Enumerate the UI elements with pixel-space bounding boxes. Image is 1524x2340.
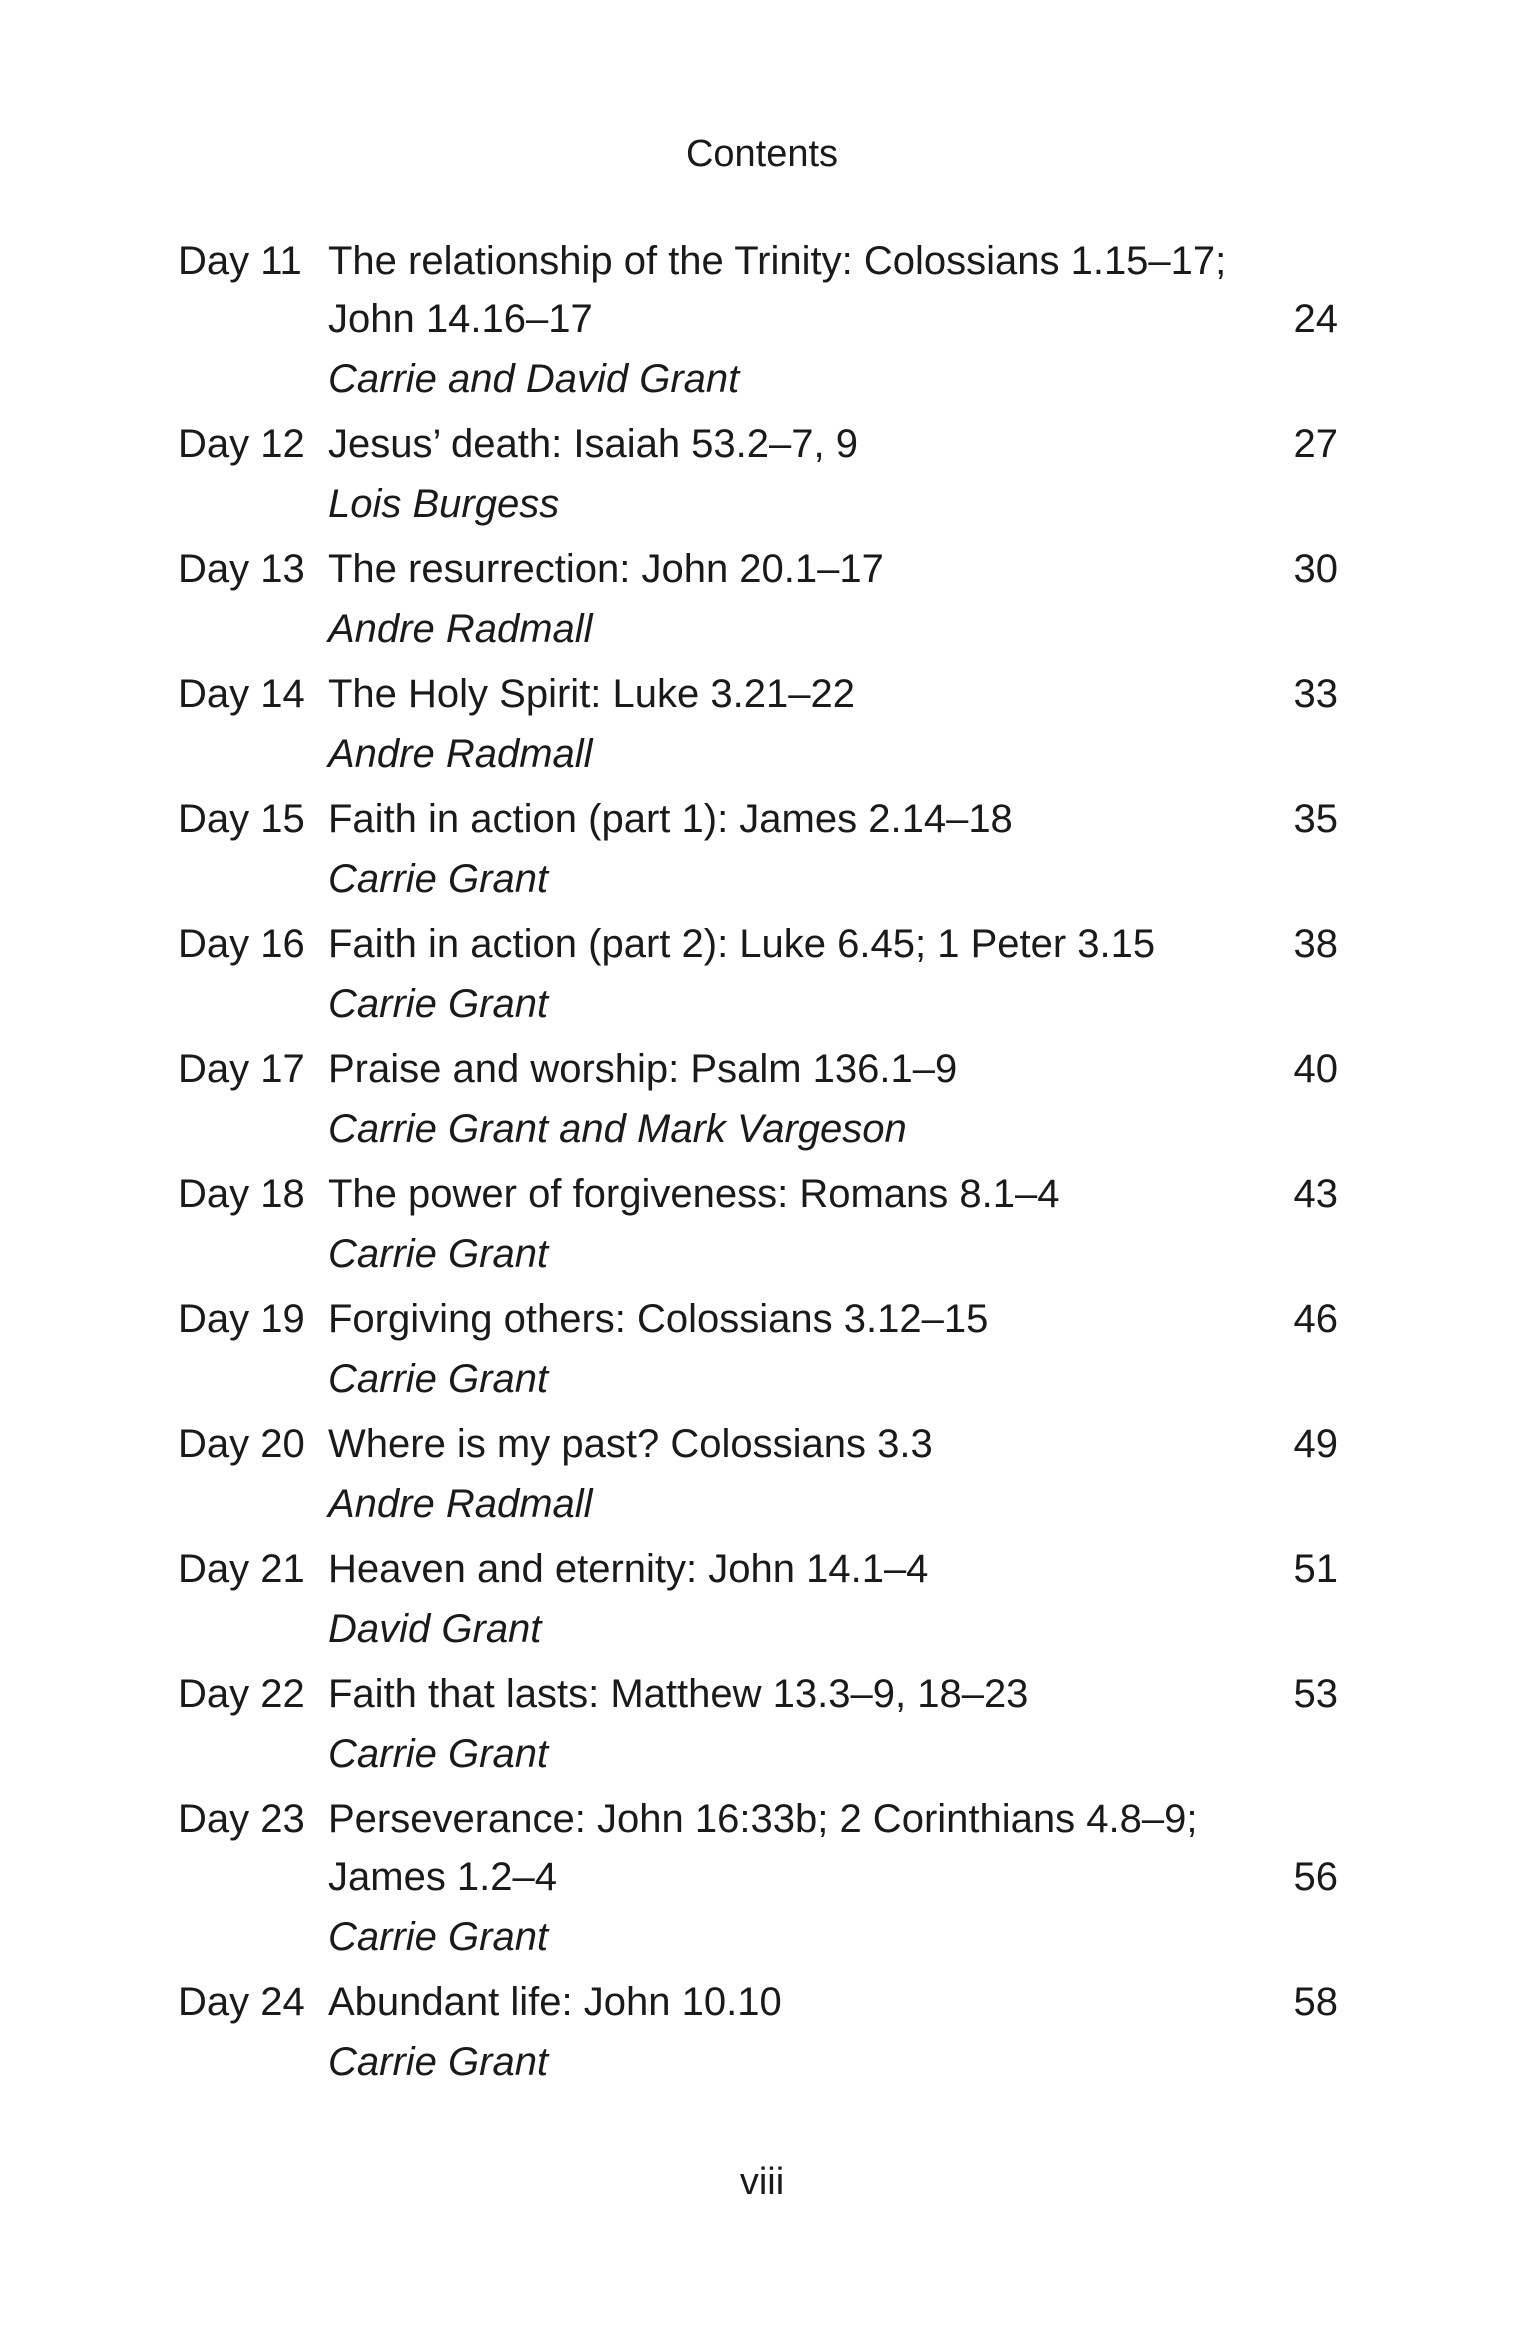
- toc-title-line: Forgiving others: Colossians 3.12–15: [328, 1297, 989, 1341]
- toc-entry: [178, 1973, 1338, 2098]
- toc-title-line: The relationship of the Trinity: Colossians 1.15–17;: [328, 239, 1227, 283]
- toc-author: Andre Radmall: [328, 607, 593, 651]
- toc-entry-body: [328, 915, 1228, 1040]
- toc-entry: [178, 1165, 1338, 1290]
- running-head: Contents: [685, 133, 839, 175]
- toc-entry: [178, 665, 1338, 790]
- toc-title-line: Jesus’ death: Isaiah 53.2–7, 9: [328, 422, 858, 466]
- toc-day-label: Day 13: [178, 547, 305, 591]
- toc-day-label: Day 14: [178, 672, 305, 716]
- toc-page-number: 38: [1293, 922, 1338, 966]
- toc-entry: [178, 415, 1338, 540]
- toc-title-line: The Holy Spirit: Luke 3.21–22: [328, 672, 855, 716]
- toc-page-number: 35: [1293, 797, 1338, 841]
- toc-day-label: Day 23: [178, 1797, 305, 1841]
- toc-author: Carrie Grant: [328, 982, 549, 1026]
- toc-entry: [178, 1040, 1338, 1165]
- toc-author: Carrie Grant and Mark Vargeson: [328, 1107, 907, 1151]
- toc-title-line: Abundant life: John 10.10: [328, 1980, 782, 2024]
- toc-entry-body: [328, 790, 1228, 915]
- toc-entry: [178, 915, 1338, 1040]
- toc-title-line: Faith in action (part 2): Luke 6.45; 1 Peter 3.15: [328, 922, 1156, 966]
- toc-title-line: Faith in action (part 1): James 2.14–18: [328, 797, 1013, 841]
- toc-entry-body: [328, 1040, 1228, 1165]
- toc-entry: [178, 790, 1338, 915]
- table-of-contents: [178, 232, 1338, 2098]
- toc-author: Andre Radmall: [328, 732, 593, 776]
- toc-author: Carrie Grant: [328, 857, 549, 901]
- toc-entry-body: [328, 540, 1228, 665]
- toc-entry-body: [328, 1415, 1228, 1540]
- toc-entry-body: [328, 1665, 1228, 1790]
- toc-entry: [178, 1415, 1338, 1540]
- toc-author: David Grant: [328, 1607, 542, 1651]
- toc-author: Lois Burgess: [328, 482, 560, 526]
- toc-page-number: 30: [1293, 547, 1338, 591]
- toc-page-number: 53: [1293, 1672, 1338, 1716]
- toc-title-line: Faith that lasts: Matthew 13.3–9, 18–23: [328, 1672, 1029, 1716]
- toc-page-number: 27: [1293, 422, 1338, 466]
- toc-day-label: Day 18: [178, 1172, 305, 1216]
- toc-page-number: 46: [1293, 1297, 1338, 1341]
- toc-title-line: The power of forgiveness: Romans 8.1–4: [328, 1172, 1060, 1216]
- toc-entry: [178, 1290, 1338, 1415]
- toc-title-line: Praise and worship: Psalm 136.1–9: [328, 1047, 958, 1091]
- toc-entry-body: [328, 1540, 1228, 1665]
- toc-author: Carrie Grant: [328, 1357, 549, 1401]
- toc-day-label: Day 17: [178, 1047, 305, 1091]
- toc-day-label: Day 21: [178, 1547, 305, 1591]
- toc-page-number: 56: [1293, 1855, 1338, 1899]
- toc-day-label: Day 12: [178, 422, 305, 466]
- toc-title-line: James 1.2–4: [328, 1855, 558, 1899]
- toc-title-line: The resurrection: John 20.1–17: [328, 547, 884, 591]
- toc-title-line: Heaven and eternity: John 14.1–4: [328, 1547, 929, 1591]
- toc-page-number: 58: [1293, 1980, 1338, 2024]
- toc-page-number: 24: [1293, 297, 1338, 341]
- toc-entry: [178, 1540, 1338, 1665]
- page-folio: viii: [739, 2161, 785, 2203]
- toc-entry-body: [328, 1790, 1228, 1973]
- toc-title-line: Where is my past? Colossians 3.3: [328, 1422, 933, 1466]
- toc-entry-body: [328, 1165, 1228, 1290]
- toc-day-label: Day 15: [178, 797, 305, 841]
- toc-title-line: John 14.16–17: [328, 297, 593, 341]
- toc-entry-body: [328, 1973, 1228, 2098]
- toc-entry-body: [328, 415, 1228, 540]
- toc-day-label: Day 20: [178, 1422, 305, 1466]
- toc-day-label: Day 24: [178, 1980, 305, 2024]
- toc-title-line: Perseverance: John 16:33b; 2 Corinthians 4.8–9;: [328, 1797, 1198, 1841]
- toc-author: Carrie Grant: [328, 1232, 549, 1276]
- toc-day-label: Day 11: [178, 239, 302, 283]
- toc-author: Carrie Grant: [328, 2040, 549, 2084]
- toc-page-number: 49: [1293, 1422, 1338, 1466]
- toc-author: Carrie and David Grant: [328, 357, 740, 401]
- toc-entry: [178, 232, 1338, 415]
- toc-page-number: 43: [1293, 1172, 1338, 1216]
- toc-day-label: Day 22: [178, 1672, 305, 1716]
- toc-day-label: Day 16: [178, 922, 305, 966]
- toc-entry: [178, 1665, 1338, 1790]
- toc-entry-body: [328, 232, 1228, 415]
- toc-entry-body: [328, 1290, 1228, 1415]
- toc-day-label: Day 19: [178, 1297, 305, 1341]
- toc-page-number: 33: [1293, 672, 1338, 716]
- toc-entry-body: [328, 665, 1228, 790]
- toc-entry: [178, 540, 1338, 665]
- toc-page-number: 51: [1293, 1547, 1338, 1591]
- toc-author: Carrie Grant: [328, 1915, 549, 1959]
- toc-page-number: 40: [1293, 1047, 1338, 1091]
- toc-entry: [178, 1790, 1338, 1973]
- toc-author: Andre Radmall: [328, 1482, 593, 1526]
- toc-author: Carrie Grant: [328, 1732, 549, 1776]
